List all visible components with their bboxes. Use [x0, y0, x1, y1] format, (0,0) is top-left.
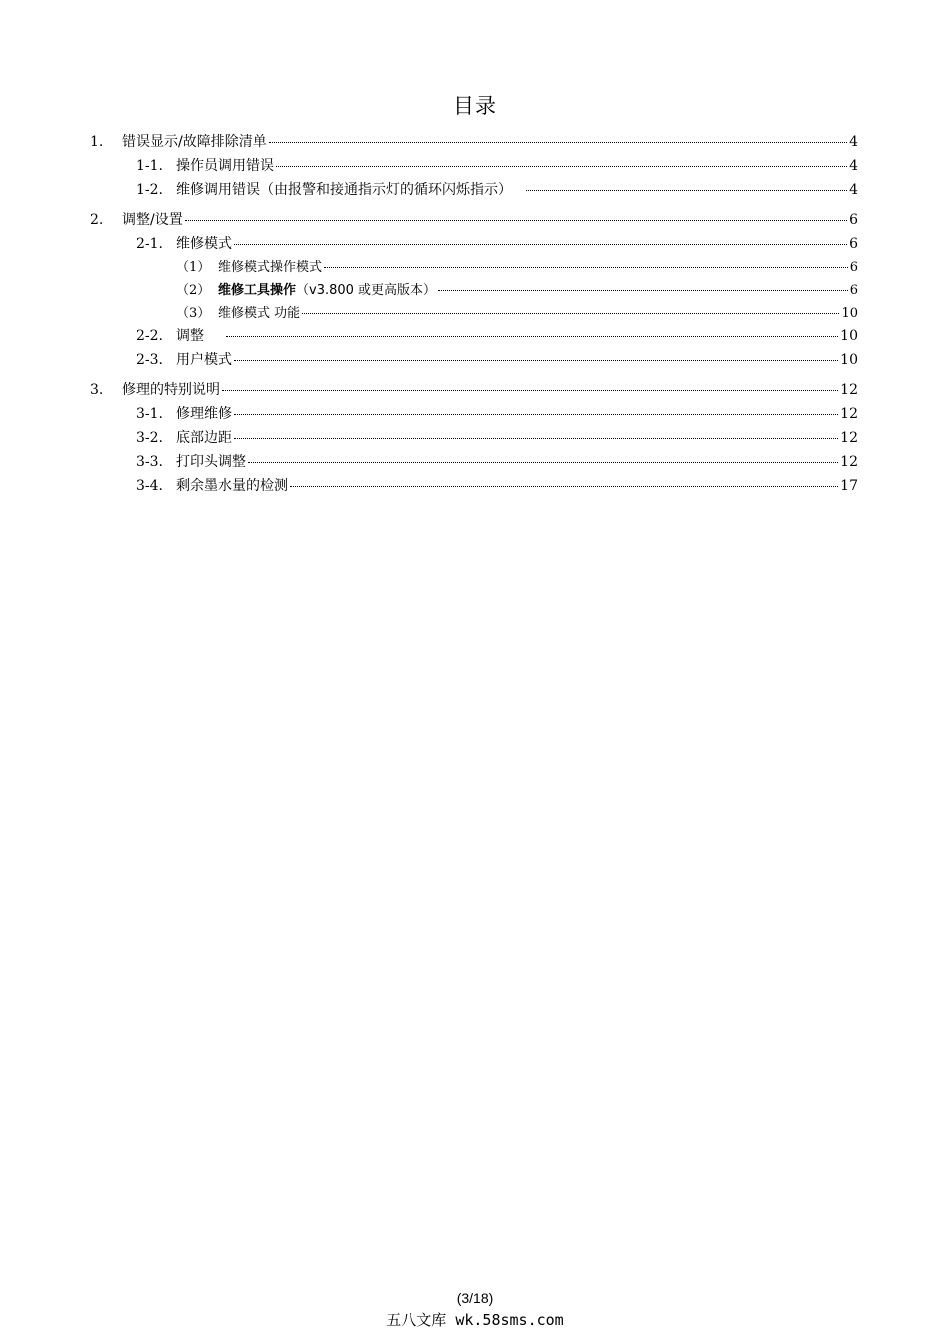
toc-leader [234, 359, 838, 361]
toc-label: 错误显示/故障排除清单 [122, 134, 267, 150]
toc-label: 打印头调整 [176, 454, 246, 470]
toc-page-number: 10 [840, 352, 858, 368]
toc-page-number: 10 [841, 306, 858, 321]
toc-label: 维修调用错误（由报警和接通指示灯的循环闪烁指示） [176, 182, 512, 198]
toc-leader [234, 413, 838, 415]
toc-entry[interactable] [136, 451, 858, 473]
toc-number: 3-2. [136, 430, 163, 446]
toc-label [218, 279, 436, 298]
toc-number: 2-2. [136, 328, 163, 344]
site-watermark: 五八文库 wk.58sms.com [386, 1311, 564, 1329]
toc-number: 3. [90, 382, 104, 398]
toc-leader [222, 389, 838, 391]
toc-label: 操作员调用错误 [176, 158, 274, 174]
toc-page-number: 6 [849, 212, 858, 228]
toc-entry[interactable] [176, 302, 858, 324]
page-title: 目录 [453, 94, 497, 118]
page-indicator: (3/18) [456, 1290, 494, 1306]
toc-label: 用户模式 [176, 352, 232, 368]
toc-label: 修理的特别说明 [122, 382, 220, 398]
toc-entry[interactable] [136, 475, 858, 497]
toc-label: 底部边距 [176, 430, 232, 446]
toc-leader [226, 335, 838, 337]
toc-page-number: 12 [840, 454, 858, 470]
toc-page-number: 17 [840, 478, 858, 494]
toc-leader [324, 266, 848, 268]
toc-number: （1） [176, 260, 211, 275]
toc-page-number: 4 [849, 158, 858, 174]
toc-leader [269, 141, 847, 143]
toc-label-bold: 维修工具操作 [218, 283, 297, 298]
toc-number: 3-1. [136, 406, 163, 422]
toc-number: 2-3. [136, 352, 163, 368]
toc-page-number: 12 [840, 382, 858, 398]
toc-entry[interactable] [90, 379, 858, 401]
toc-leader [276, 165, 847, 167]
toc-page-number: 10 [840, 328, 858, 344]
toc-number: 3-4. [136, 478, 163, 494]
toc-page-number: 12 [840, 406, 858, 422]
toc-entry[interactable] [136, 427, 858, 449]
toc-entry[interactable] [176, 256, 858, 278]
toc-entry[interactable] [136, 179, 858, 201]
toc-entry[interactable] [136, 349, 858, 371]
toc-page-number: 6 [849, 236, 858, 252]
toc-leader [185, 219, 847, 221]
toc-entry[interactable] [136, 233, 858, 255]
toc-entry[interactable] [90, 131, 858, 153]
toc-page-number: 4 [849, 182, 858, 198]
toc-number: 1-1. [136, 158, 163, 174]
toc-leader [302, 312, 839, 314]
toc-entry[interactable] [136, 403, 858, 425]
toc-entry[interactable] [90, 209, 858, 231]
toc-label: 剩余墨水量的检测 [176, 478, 288, 494]
toc-leader [234, 243, 847, 245]
toc-page-number: 6 [849, 260, 858, 275]
toc-entry[interactable] [136, 325, 858, 347]
toc-leader [290, 485, 838, 487]
toc-page-number: 6 [849, 283, 858, 298]
toc-label: 维修模式 功能 [218, 306, 301, 321]
toc-number: 3-3. [136, 454, 163, 470]
toc-leader [248, 461, 838, 463]
toc-label: 调整 [176, 328, 204, 344]
toc-page-number: 12 [840, 430, 858, 446]
toc-number: 2-1. [136, 236, 163, 252]
toc-label-version: （v3.800 或更高版本） [296, 283, 437, 298]
toc-page-number: 4 [849, 134, 858, 150]
toc-leader [234, 437, 838, 439]
toc-label: 调整/设置 [122, 212, 183, 228]
toc-number: （3） [176, 306, 211, 321]
toc-number: 2. [90, 212, 104, 228]
toc-leader [438, 289, 848, 291]
toc-label: 修理维修 [176, 406, 232, 422]
toc-leader [526, 189, 847, 191]
toc-number: 1. [90, 134, 104, 150]
toc-entry[interactable] [176, 279, 858, 301]
toc-label: 维修模式操作模式 [218, 260, 323, 275]
toc-number: （2） [176, 283, 211, 298]
toc-label: 维修模式 [176, 236, 232, 252]
toc-number: 1-2. [136, 182, 163, 198]
toc-entry[interactable] [136, 155, 858, 177]
